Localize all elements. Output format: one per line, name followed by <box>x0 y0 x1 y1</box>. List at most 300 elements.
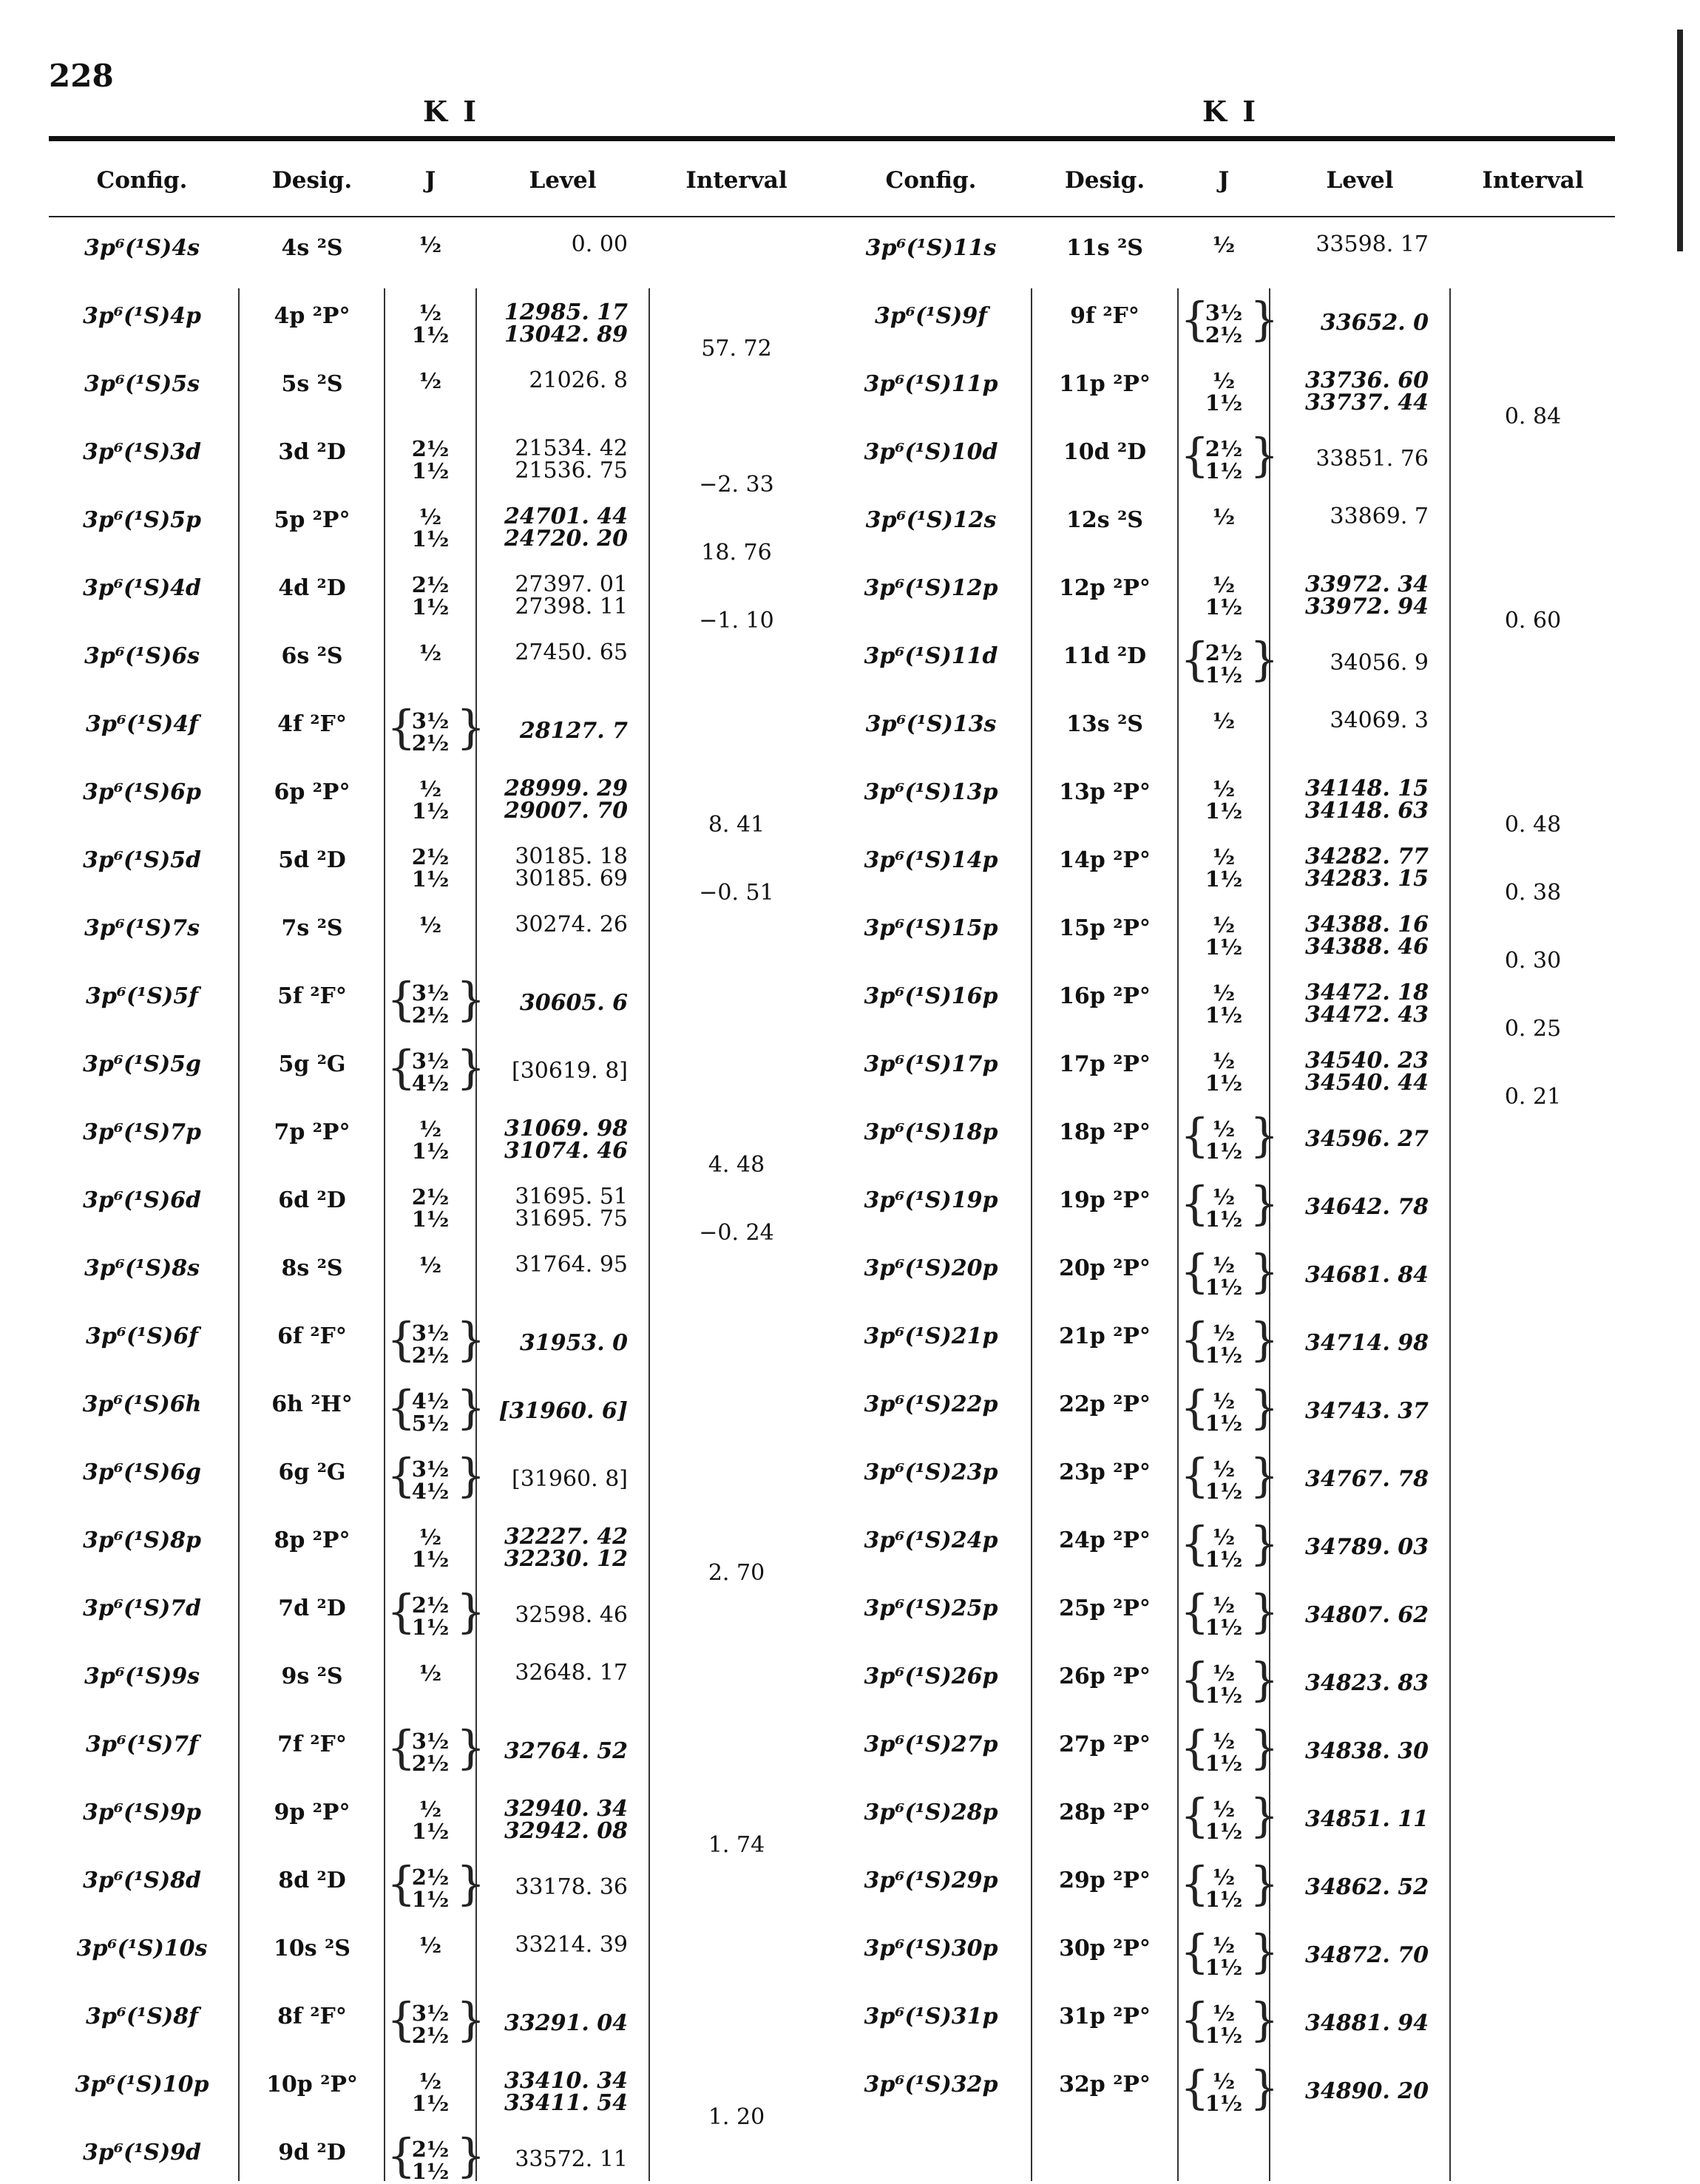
brace-open: { <box>387 1856 416 1910</box>
interval-cell: 57. 72 <box>701 336 772 362</box>
j-value: ½ <box>1212 1797 1236 1822</box>
j-value: 2½ <box>411 1865 450 1890</box>
column-rule <box>238 288 240 2181</box>
brace-open: { <box>1180 1380 1210 1434</box>
j-value: 4½ <box>411 1479 450 1504</box>
j-cell <box>1179 574 1269 618</box>
designation-cell: 5f ²F° <box>277 983 347 1009</box>
level-value: 33178. 36 <box>515 1874 628 1900</box>
column-rule <box>1449 288 1451 2181</box>
j-value: 1½ <box>411 1887 450 1912</box>
config-cell: 3p⁶(¹S)7d <box>82 1595 202 1621</box>
j-value: ½ <box>1212 1388 1236 1414</box>
designation-cell: 5s ²S <box>281 371 343 397</box>
level-value: 21534. 42 <box>515 435 628 461</box>
interval-cell: 0. 38 <box>1504 880 1562 906</box>
j-value: 3½ <box>411 1729 450 1754</box>
brace-open: { <box>1180 1652 1210 1706</box>
interval-cell: 0. 84 <box>1504 404 1562 430</box>
j-value: ½ <box>1212 1320 1236 1346</box>
level-value: 34789. 03 <box>1304 1534 1429 1560</box>
j-value: 1½ <box>1205 390 1243 416</box>
j-value: ½ <box>419 1252 442 1278</box>
level-value: 32942. 08 <box>504 1818 628 1844</box>
level-value: 34743. 37 <box>1304 1398 1429 1424</box>
config-cell: 3p⁶(¹S)10p <box>75 2072 209 2097</box>
level-value: 34472. 18 <box>1304 980 1429 1005</box>
level-cell <box>1270 1604 1429 1627</box>
brace-close: } <box>456 1720 486 1774</box>
j-value: ½ <box>1212 1933 1236 1958</box>
designation-cell: 10d ²D <box>1063 439 1147 465</box>
designation-cell: 10p ²P° <box>266 2072 358 2097</box>
level-value: 30185. 18 <box>515 844 628 869</box>
config-cell: 3p⁶(¹S)11s <box>865 235 997 261</box>
config-cell: 3p⁶(¹S)6s <box>84 643 200 669</box>
brace-close: } <box>456 2129 486 2183</box>
j-value: ½ <box>1212 1252 1236 1278</box>
j-value: 1½ <box>411 2091 450 2116</box>
config-cell: 3p⁶(¹S)15p <box>864 915 998 941</box>
level-value: [31960. 6] <box>498 1398 628 1424</box>
page-number: 228 <box>49 58 114 94</box>
brace-close: } <box>456 700 486 754</box>
brace-close: } <box>1250 1788 1279 1842</box>
config-cell: 3p⁶(¹S)17p <box>864 1051 998 1077</box>
level-value: 34148. 63 <box>1304 798 1429 824</box>
level-cell <box>477 1798 628 1842</box>
brace-open: { <box>1180 632 1210 686</box>
j-value: 1½ <box>1205 1411 1243 1436</box>
level-cell <box>1270 1876 1429 1899</box>
interval-cell: 0. 60 <box>1504 608 1562 634</box>
level-value: 34862. 52 <box>1304 1874 1429 1900</box>
level-value: 34388. 46 <box>1304 934 1429 960</box>
level-value: 33214. 39 <box>515 1932 628 1958</box>
j-value: 1½ <box>1205 1275 1243 1300</box>
designation-cell: 3d ²D <box>278 439 346 465</box>
config-cell: 3p⁶(¹S)4s <box>84 235 200 261</box>
designation-cell: 13s ²S <box>1066 711 1143 737</box>
level-value: 34056. 9 <box>1330 650 1429 676</box>
level-value: 33972. 94 <box>1304 594 1429 620</box>
j-value: 1½ <box>411 1139 450 1164</box>
designation-cell: 7d ²D <box>278 1595 346 1621</box>
j-value: 2½ <box>411 1003 450 1028</box>
brace-close: } <box>1250 1448 1279 1502</box>
level-value: 32227. 42 <box>504 1524 628 1550</box>
interval-cell: −0. 51 <box>699 880 774 906</box>
level-cell <box>1270 2012 1429 2035</box>
level-value: 33572. 11 <box>515 2146 628 2172</box>
level-value: 13042. 89 <box>504 322 628 347</box>
designation-cell: 12s ²S <box>1066 507 1143 533</box>
level-value: 34283. 15 <box>1304 866 1429 892</box>
level-value: 30605. 6 <box>519 990 628 1016</box>
level-value: 33411. 54 <box>504 2090 628 2116</box>
level-cell <box>477 1254 628 1276</box>
brace-close: } <box>1250 1924 1279 1978</box>
j-value: ½ <box>419 1933 442 1958</box>
level-cell <box>477 1468 628 1491</box>
designation-cell: 24p ²P° <box>1059 1527 1151 1553</box>
brace-close: } <box>1250 1993 1279 2046</box>
j-value: 3½ <box>411 2001 450 2026</box>
level-cell <box>1270 846 1429 890</box>
brace-open: { <box>387 1312 416 1366</box>
level-cell <box>1270 312 1429 334</box>
brace-close: } <box>1250 1516 1279 1570</box>
level-cell <box>1270 982 1429 1026</box>
brace-open: { <box>1180 428 1210 482</box>
config-cell: 3p⁶(¹S)22p <box>864 1391 998 1417</box>
config-cell: 3p⁶(¹S)5p <box>82 507 202 533</box>
level-value: 24720. 20 <box>504 526 628 552</box>
level-value: 33851. 76 <box>1315 446 1429 472</box>
j-value: 2½ <box>411 436 450 461</box>
level-cell <box>1270 1264 1429 1286</box>
level-value: 33652. 0 <box>1320 310 1429 336</box>
j-value: 1½ <box>1205 1139 1243 1164</box>
j-value: ½ <box>1212 912 1236 937</box>
level-cell <box>1270 1400 1429 1422</box>
level-cell <box>477 1186 628 1230</box>
brace-close: } <box>1250 1584 1279 1638</box>
designation-cell: 8s ²S <box>281 1255 343 1281</box>
j-value: ½ <box>419 504 442 529</box>
brace-open: { <box>387 1448 416 1502</box>
designation-cell: 4s ²S <box>281 235 343 261</box>
j-value: 3½ <box>411 1456 450 1482</box>
level-value: 27398. 11 <box>515 594 628 620</box>
level-value: 34282. 77 <box>1304 844 1429 869</box>
level-value: 29007. 70 <box>504 798 628 824</box>
j-value: ½ <box>419 1661 442 1686</box>
level-value: 34807. 62 <box>1304 1602 1429 1628</box>
designation-cell: 11s ²S <box>1066 235 1143 261</box>
config-cell: 3p⁶(¹S)4d <box>82 575 202 601</box>
designation-cell: 9f ²F° <box>1070 303 1139 329</box>
j-value: 1½ <box>411 1819 450 1844</box>
brace-open: { <box>1180 1856 1210 1910</box>
level-value: 34890. 20 <box>1304 2078 1429 2104</box>
level-cell <box>477 1400 628 1422</box>
config-cell: 3p⁶(¹S)14p <box>864 847 998 873</box>
j-value: 1½ <box>411 2159 450 2184</box>
j-cell <box>385 370 475 392</box>
config-cell: 3p⁶(¹S)4f <box>86 711 198 737</box>
config-cell: 3p⁶(¹S)16p <box>864 983 998 1009</box>
j-value: ½ <box>1212 844 1236 869</box>
designation-cell: 10s ²S <box>274 1936 351 1961</box>
brace-open: { <box>1180 1244 1210 1298</box>
j-value: 2½ <box>411 1751 450 1776</box>
j-value: 1½ <box>411 867 450 892</box>
level-cell <box>1270 1196 1429 1218</box>
j-cell <box>385 642 475 664</box>
config-cell: 3p⁶(¹S)11d <box>864 643 998 669</box>
j-value: ½ <box>1212 708 1236 733</box>
level-cell <box>1270 1128 1429 1150</box>
interval-cell: 1. 20 <box>708 2104 765 2130</box>
config-cell: 3p⁶(¹S)7f <box>86 1732 198 1757</box>
j-value: 2½ <box>411 1184 450 1210</box>
designation-cell: 16p ²P° <box>1059 983 1151 1009</box>
j-value: ½ <box>419 776 442 801</box>
j-cell <box>385 302 475 346</box>
j-cell <box>1179 370 1269 414</box>
j-value: ½ <box>419 232 442 257</box>
level-cell <box>1270 778 1429 822</box>
level-value: 21026. 8 <box>529 367 628 393</box>
column-header-config: Config. <box>96 167 188 194</box>
j-value: ½ <box>1212 1729 1236 1754</box>
j-value: 1½ <box>1205 594 1243 620</box>
config-cell: 3p⁶(¹S)31p <box>864 2004 998 2029</box>
level-value: 24701. 44 <box>504 503 628 529</box>
brace-open: { <box>1180 1108 1210 1162</box>
level-cell <box>1270 1808 1429 1831</box>
designation-cell: 20p ²P° <box>1059 1255 1151 1281</box>
level-cell <box>477 778 628 822</box>
j-value: ½ <box>419 912 442 937</box>
level-value: 31764. 95 <box>515 1252 628 1278</box>
j-cell <box>1179 710 1269 732</box>
designation-cell: 7p ²P° <box>274 1119 351 1145</box>
brace-open: { <box>1180 2061 1210 2115</box>
j-value: 1½ <box>1205 1207 1243 1232</box>
level-cell <box>477 1662 628 1684</box>
brace-close: } <box>456 1448 486 1502</box>
designation-cell: 5g ²G <box>278 1051 346 1077</box>
brace-open: { <box>1180 292 1210 346</box>
brace-open: { <box>387 1040 416 1094</box>
designation-cell: 22p ²P° <box>1059 1391 1151 1417</box>
designation-cell: 6g ²G <box>278 1459 346 1485</box>
designation-cell: 26p ²P° <box>1059 1664 1151 1689</box>
j-value: ½ <box>419 300 442 325</box>
j-cell <box>385 778 475 822</box>
j-value: ½ <box>419 1797 442 1822</box>
j-cell <box>385 1662 475 1684</box>
j-value: ½ <box>1212 368 1236 393</box>
designation-cell: 9p ²P° <box>274 1800 351 1825</box>
level-value: 33410. 34 <box>504 2068 628 2094</box>
interval-cell: 0. 21 <box>1504 1084 1562 1110</box>
column-header-desig: Desig. <box>271 167 353 194</box>
level-cell <box>477 1934 628 1956</box>
interval-cell: 0. 48 <box>1504 812 1562 838</box>
config-cell: 3p⁶(¹S)6h <box>82 1391 202 1417</box>
level-value: 28127. 7 <box>519 718 628 744</box>
column-header-interval: Interval <box>685 167 788 194</box>
level-value: 31069. 98 <box>504 1116 628 1142</box>
j-cell <box>385 1934 475 1956</box>
j-value: 1½ <box>1205 458 1243 484</box>
level-value: 34540. 23 <box>1304 1048 1429 1074</box>
j-cell <box>385 574 475 618</box>
j-cell <box>1179 846 1269 890</box>
designation-cell: 5d ²D <box>278 847 346 873</box>
level-cell <box>477 1332 628 1354</box>
j-value: 1½ <box>1205 1615 1243 1640</box>
designation-cell: 6d ²D <box>278 1187 346 1213</box>
j-cell <box>1179 982 1269 1026</box>
level-value: 34681. 84 <box>1304 1262 1429 1288</box>
config-cell: 3p⁶(¹S)6d <box>82 1187 202 1213</box>
j-value: 1½ <box>1205 2023 1243 2048</box>
brace-open: { <box>1180 1312 1210 1366</box>
j-value: 4½ <box>411 1071 450 1096</box>
brace-close: } <box>1250 1312 1279 1366</box>
interval-cell: 8. 41 <box>708 812 765 838</box>
brace-close: } <box>1250 1108 1279 1162</box>
config-cell: 3p⁶(¹S)7s <box>84 915 200 941</box>
designation-cell: 21p ²P° <box>1059 1323 1151 1349</box>
designation-cell: 6p ²P° <box>274 779 351 805</box>
config-cell: 3p⁶(¹S)29p <box>864 1868 998 1893</box>
j-value: 1½ <box>1205 867 1243 892</box>
config-cell: 3p⁶(¹S)13p <box>864 779 998 805</box>
brace-close: } <box>1250 1720 1279 1774</box>
j-value: 4½ <box>411 1388 450 1414</box>
level-value: 30185. 69 <box>515 866 628 892</box>
j-value: 2½ <box>1205 436 1243 461</box>
j-value: ½ <box>1212 1525 1236 1550</box>
config-cell: 3p⁶(¹S)9s <box>84 1664 200 1689</box>
j-value: 3½ <box>411 1320 450 1346</box>
j-cell <box>385 1798 475 1842</box>
level-cell <box>477 2012 628 2035</box>
column-header-level: Level <box>529 167 597 194</box>
level-value: 33869. 7 <box>1330 503 1429 529</box>
config-cell: 3p⁶(¹S)32p <box>864 2072 998 2097</box>
level-cell <box>1270 231 1429 257</box>
config-cell: 3p⁶(¹S)20p <box>864 1255 998 1281</box>
level-value: 34596. 27 <box>1304 1126 1429 1152</box>
j-cell <box>385 914 475 936</box>
brace-open: { <box>387 1584 416 1638</box>
level-cell <box>1270 914 1429 958</box>
column-header-j: J <box>1218 167 1230 194</box>
level-cell <box>477 1604 628 1627</box>
brace-close: } <box>1250 1856 1279 1910</box>
designation-cell: 5p ²P° <box>274 507 351 533</box>
column-header-level: Level <box>1326 167 1394 194</box>
interval-cell: −2. 33 <box>699 472 774 498</box>
j-value: 1½ <box>1205 1343 1243 1368</box>
j-cell <box>385 1118 475 1162</box>
config-cell: 3p⁶(¹S)28p <box>864 1800 998 1825</box>
brace-open: { <box>387 1720 416 1774</box>
level-value: 34767. 78 <box>1304 1466 1429 1492</box>
j-value: ½ <box>1212 1116 1236 1142</box>
j-value: 1½ <box>1205 662 1243 688</box>
j-value: 3½ <box>411 980 450 1005</box>
config-cell: 3p⁶(¹S)5d <box>82 847 202 873</box>
j-value: ½ <box>1212 1048 1236 1074</box>
level-cell <box>1270 1332 1429 1354</box>
j-value: 1½ <box>411 1547 450 1572</box>
level-value: [30619. 8] <box>511 1058 628 1084</box>
j-value: 2½ <box>411 2137 450 2162</box>
j-value: 1½ <box>411 322 450 347</box>
j-value: 1½ <box>411 798 450 824</box>
level-cell <box>477 299 628 347</box>
j-value: 2½ <box>1205 640 1243 665</box>
designation-cell: 9d ²D <box>278 2140 346 2166</box>
j-cell <box>385 506 475 550</box>
level-cell <box>1270 710 1429 732</box>
j-value: 2½ <box>1205 322 1243 347</box>
j-cell <box>385 234 475 256</box>
brace-close: } <box>456 972 486 1026</box>
brace-close: } <box>1250 428 1279 482</box>
designation-cell: 12p ²P° <box>1059 575 1151 601</box>
level-cell <box>477 720 628 742</box>
brace-open: { <box>1180 1720 1210 1774</box>
level-value: 21536. 75 <box>515 458 628 484</box>
level-value: 34714. 98 <box>1304 1330 1429 1356</box>
j-value: ½ <box>1212 504 1236 529</box>
running-title-right: K I <box>1202 95 1259 128</box>
level-cell <box>477 367 628 393</box>
level-value: 0. 00 <box>571 231 628 257</box>
j-value: 1½ <box>411 594 450 620</box>
j-value: 1½ <box>411 458 450 484</box>
designation-cell: 8d ²D <box>278 1868 346 1893</box>
j-value: ½ <box>419 1525 442 1550</box>
level-value: 30274. 26 <box>515 912 628 937</box>
j-value: ½ <box>419 640 442 665</box>
level-cell <box>1270 503 1429 529</box>
j-value: 2½ <box>411 730 450 756</box>
config-cell: 3p⁶(¹S)30p <box>864 1936 998 1961</box>
config-cell: 3p⁶(¹S)9p <box>82 1800 202 1825</box>
config-cell: 3p⁶(¹S)9f <box>875 303 987 329</box>
j-value: 1½ <box>1205 1479 1243 1504</box>
level-cell <box>1270 1050 1429 1094</box>
brace-open: { <box>1180 1584 1210 1638</box>
j-value: 2½ <box>411 844 450 869</box>
config-cell: 3p⁶(¹S)23p <box>864 1459 998 1485</box>
level-value: 33736. 60 <box>1304 367 1429 393</box>
level-value: 32230. 12 <box>504 1546 628 1572</box>
config-cell: 3p⁶(¹S)10d <box>864 439 998 465</box>
designation-cell: 13p ²P° <box>1059 779 1151 805</box>
designation-cell: 14p ²P° <box>1059 847 1151 873</box>
brace-close: } <box>456 1380 486 1434</box>
config-cell: 3p⁶(¹S)8f <box>86 2004 198 2029</box>
level-cell <box>477 1060 628 1082</box>
j-value: 1½ <box>1205 935 1243 960</box>
designation-cell: 6s ²S <box>281 643 343 669</box>
level-value: 33972. 34 <box>1304 572 1429 597</box>
level-value: 34540. 44 <box>1304 1070 1429 1096</box>
j-value: ½ <box>1212 980 1236 1005</box>
designation-cell: 8f ²F° <box>277 2004 347 2029</box>
brace-open: { <box>387 972 416 1026</box>
config-cell: 3p⁶(¹S)3d <box>82 439 202 465</box>
level-value: 31074. 46 <box>504 1138 628 1164</box>
brace-open: { <box>1180 1448 1210 1502</box>
interval-cell: 18. 76 <box>701 540 772 566</box>
brace-close: } <box>456 1993 486 2046</box>
j-value: ½ <box>1212 776 1236 801</box>
j-cell <box>385 1526 475 1570</box>
level-value: 31695. 75 <box>515 1206 628 1232</box>
designation-cell: 28p ²P° <box>1059 1800 1151 1825</box>
